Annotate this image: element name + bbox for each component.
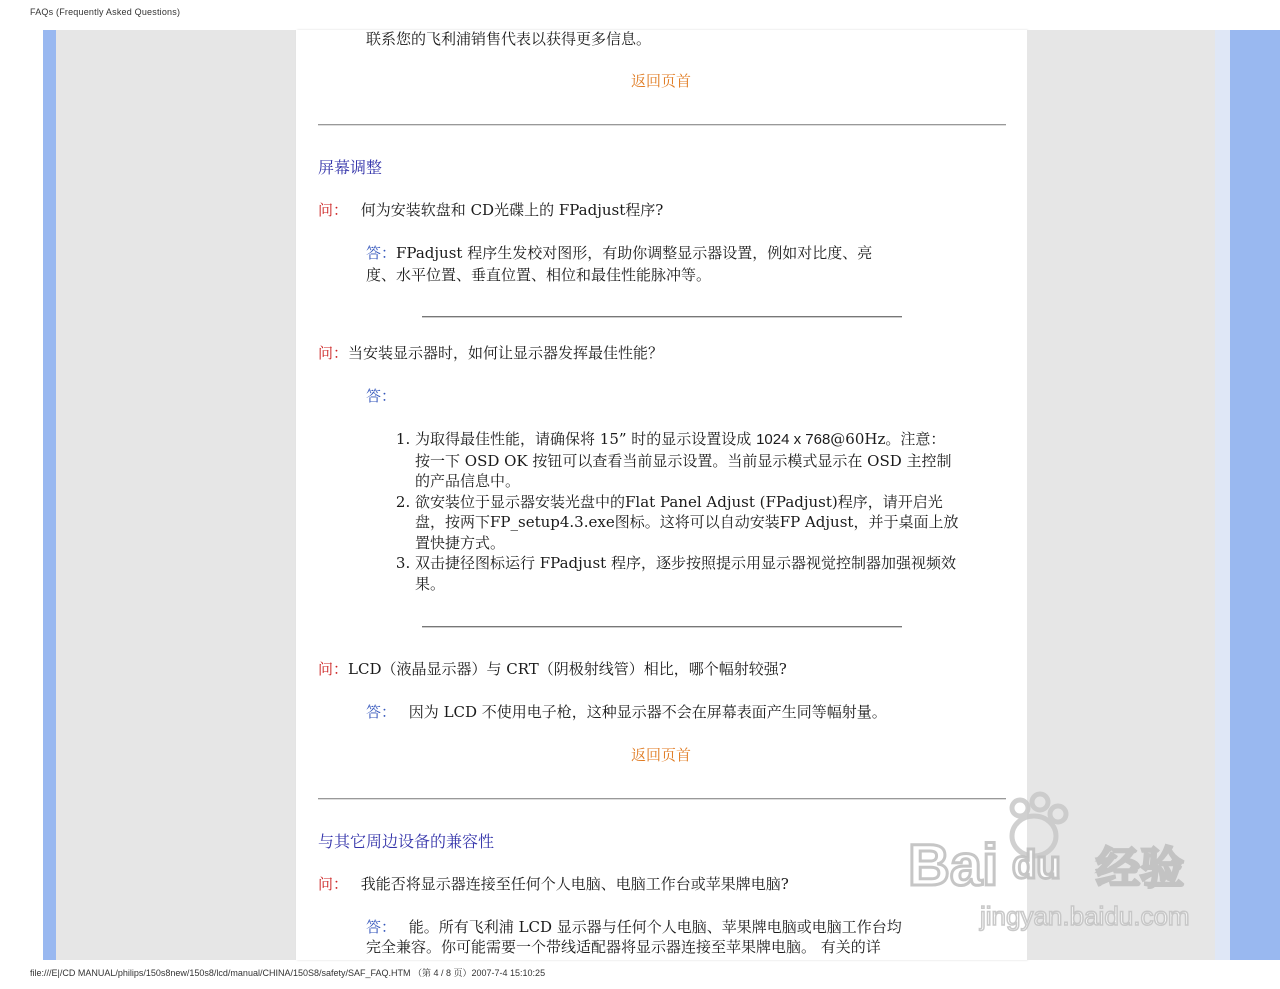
resolution-value: 1024 x 768 xyxy=(756,431,831,448)
intro-tail-text: 联系您的飞利浦销售代表以获得更多信息。 xyxy=(366,30,652,48)
answer-3 xyxy=(366,702,887,723)
answer-text: FPadjust 程序生发校对图形，有助你调整显示器设置，例如对比度、亮 xyxy=(396,244,873,262)
watermark-url: jingyan.baidu.com xyxy=(980,901,1190,931)
question-text: 何为安装软盘和 CD光碟上的 FPadjust程序? xyxy=(360,201,664,219)
step-3: 3. 双击捷径图标运行 FPadjust 程序，逐步按照提示用显示器视觉控制器加强视频效果。 xyxy=(415,553,960,594)
section-title-compat: 与其它周边设备的兼容性 xyxy=(318,832,495,851)
answer-text: 能。所有飞利浦 LCD 显示器与任何个人电脑、苹果牌电脑或电脑工作台均 xyxy=(408,918,902,936)
answer-4-line-1 xyxy=(366,917,902,938)
question-2 xyxy=(318,343,663,364)
back-to-top-link-1[interactable]: 返回页首 xyxy=(631,72,692,90)
question-label: 问： xyxy=(318,660,349,678)
answer-4-line-2: 完全兼容。你可能需要一个带线适配器将显示器连接至苹果牌电脑。 有关的详 xyxy=(366,938,881,956)
section-title-screen: 屏幕调整 xyxy=(318,158,383,177)
answer-1-line-2: 度、水平位置、垂直位置、相位和最佳性能脉冲等。 xyxy=(366,266,712,284)
baidu-watermark-logo xyxy=(900,790,1210,940)
question-label: 问： xyxy=(318,875,349,893)
answer-2-label: 答： xyxy=(366,387,397,405)
answer-label: 答： xyxy=(366,918,397,936)
question-text: LCD（液晶显示器）与 CRT（阴极射线管）相比，哪个幅射较强? xyxy=(348,660,787,678)
question-3 xyxy=(318,659,787,680)
left-blue-stripe xyxy=(43,30,56,960)
question-text: 我能否将显示器连接至任何个人电脑、电脑工作台或苹果牌电脑? xyxy=(360,875,789,893)
watermark-brand-2: du xyxy=(1012,843,1061,887)
watermark-cn: 经验 xyxy=(1096,843,1184,894)
question-1 xyxy=(318,200,663,221)
back-to-top-link-2[interactable]: 返回页首 xyxy=(631,746,692,764)
answer-1-line-1 xyxy=(366,243,872,264)
page-footer: file:///E|/CD MANUAL/philips/150s8new/150s8/lcd/manual/CHINA/150S8/safety/SAF_FAQ.HTM （第 4 / 8 页）2007-7-4 15:10:25 xyxy=(30,968,546,978)
qa-divider-1 xyxy=(422,316,902,318)
step-1: 1. 为取得最佳性能，请确保将 15” 时的显示设置设成 1024 x 768@60Hz。注意：按一下 OSD OK 按钮可以查看当前显示设置。当前显示模式显示在 OSD 主控制的产品信息中。 xyxy=(415,429,960,492)
answer-text: 因为 LCD 不使用电子枪，这种显示器不会在屏幕表面产生同等幅射量。 xyxy=(408,703,887,721)
step-2: 2. 欲安装位于显示器安装光盘中的Flat Panel Adjust (FPadjust)程序，请开启光盘，按两下FP_setup4.3.exe图标。这将可以自动安装FP Adjust，并于桌面上放置快捷方式。 xyxy=(415,492,960,554)
watermark-brand: Bai xyxy=(908,833,999,898)
right-light-stripe xyxy=(1215,30,1230,960)
left-grey-column xyxy=(56,30,296,960)
right-blue-stripe xyxy=(1230,30,1280,960)
steps-list xyxy=(394,429,960,594)
question-text: 当安装显示器时，如何让显示器发挥最佳性能？ xyxy=(348,344,664,362)
question-label: 问： xyxy=(318,344,349,362)
question-label: 问： xyxy=(318,201,349,219)
answer-label: 答： xyxy=(366,703,397,721)
answer-label: 答： xyxy=(366,244,397,262)
question-4 xyxy=(318,874,789,895)
section-divider-1 xyxy=(318,124,1006,126)
page-header: FAQs (Frequently Asked Questions) xyxy=(30,7,181,17)
qa-divider-2 xyxy=(422,626,902,628)
